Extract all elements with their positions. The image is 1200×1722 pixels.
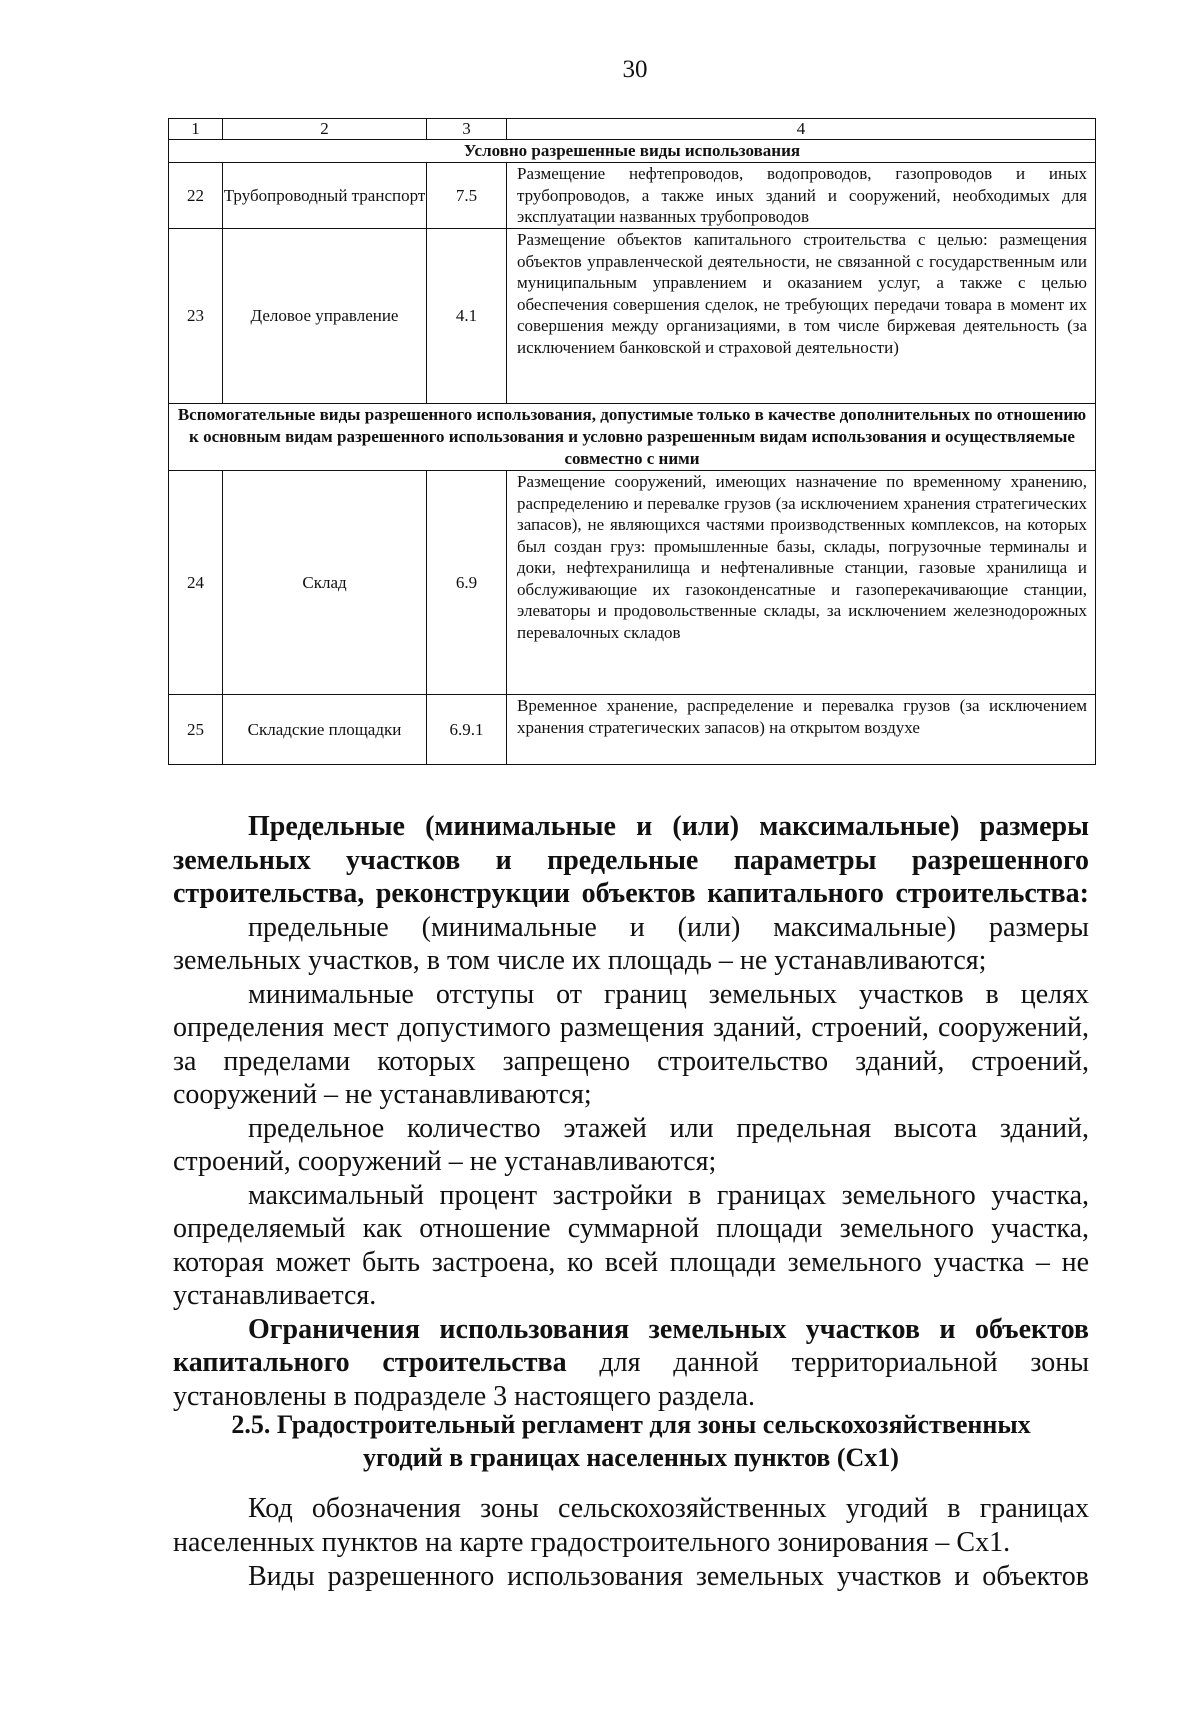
use-type-name: Деловое управление [223, 229, 427, 404]
column-header: 1 [169, 119, 223, 140]
use-type-description: Временное хранение, распределение и перевалка грузов (за исключением хранения стратегических запасов) на открытом воздухе [507, 695, 1096, 765]
section-2-5-title [173, 1408, 1089, 1474]
restrictions-paragraph [173, 1313, 1089, 1414]
table-row [169, 163, 1096, 229]
use-type-code: 7.5 [427, 163, 507, 229]
column-header: 4 [507, 119, 1096, 140]
section-title-line: 2.5. Градостроительный регламент для зоны сельскохозяйственных [231, 1410, 1031, 1439]
zone-code-paragraph: Код обозначения зоны сельскохозяйственных угодий в границах населенных пунктов на карте градостроительного зонирования – Сх1. [173, 1493, 1089, 1558]
use-type-description: Размещение нефтепроводов, водопроводов, газопроводов и иных трубопроводов, а также иных зданий и сооружений, необходимых для эксплуатации названных трубопроводов [507, 163, 1096, 229]
land-use-table [168, 118, 1096, 765]
section-2-5-body [173, 1492, 1089, 1594]
column-header: 2 [223, 119, 427, 140]
section-row-auxiliary [169, 404, 1096, 471]
limits-item: минимальные отступы от границ земельных участков в целях определения мест допустимого размещения зданий, строений, сооружений, за пределами которых запрещено строительство зданий, строений, сооружений – не устанавливаются; [173, 978, 1089, 1110]
row-number: 23 [169, 229, 223, 404]
use-type-description: Размещение сооружений, имеющих назначение по временному хранению, распределению и перевалке грузов (за исключением хранения стратегических запасов), не являющихся частями производственных комплексов, на которых был создан груз: промышленные базы, склады, погрузочные терминалы и доки, нефтехранилища и нефтеналивные станции, газовые хранилища и обслуживающие их газоконденсатные и газоперекачивающие станции, элеваторы и продовольственные склады, за исключением железнодорожных перевалочных складов [507, 471, 1096, 695]
use-type-name: Склад [223, 471, 427, 695]
table-header-row [169, 119, 1096, 140]
use-type-code: 6.9.1 [427, 695, 507, 765]
table-row [169, 229, 1096, 404]
page-number: 30 [622, 56, 648, 83]
table-row [169, 695, 1096, 765]
use-type-name: Складские площадки [223, 695, 427, 765]
limits-heading: Предельные (минимальные и (или) максимальные) размеры земельных участков и предельные параметры разрешенного строительства, реконструкции объектов капитального строительства: [173, 811, 1089, 909]
section-title-auxiliary: Вспомогательные виды разрешенного использования, допустимые только в качестве дополнительных по отношению к основным видам разрешенного использования и условно разрешенным видам использования и осуществляемые совместно с ними [169, 404, 1096, 471]
restrictions-rest: для данной территориальной зоны установлены в подразделе 3 настоящего раздела. [173, 1347, 1090, 1412]
section-title-conditional: Условно разрешенные виды использования [169, 140, 1096, 163]
section-row-conditional [169, 140, 1096, 163]
permitted-uses-intro: Виды разрешенного использования земельных участков и объектов [248, 1561, 1089, 1592]
limits-item: предельные (минимальные и (или) максимальные) размеры земельных участков, в том числе их площадь – не устанавливаются; [173, 911, 1089, 976]
row-number: 25 [169, 695, 223, 765]
table-row [169, 471, 1096, 695]
limits-item: предельное количество этажей или предельная высота зданий, строений, сооружений – не устанавливаются; [173, 1112, 1089, 1177]
use-type-code: 6.9 [427, 471, 507, 695]
row-number: 24 [169, 471, 223, 695]
limits-item: максимальный процент застройки в границах земельного участка, определяемый как отношение суммарной площади земельного участка, которая может быть застроена, ко всей площади земельного участка – не устанавливается. [173, 1179, 1089, 1311]
row-number: 22 [169, 163, 223, 229]
limits-section [173, 810, 1089, 1413]
column-header: 3 [427, 119, 507, 140]
restrictions-bold: Ограничения использования земельных участков и объектов капитального строительства [173, 1313, 1089, 1378]
use-type-name: Трубопроводный транспорт [223, 163, 427, 229]
use-type-code: 4.1 [427, 229, 507, 404]
use-type-description: Размещение объектов капитального строительства с целью: размещения объектов управленческой деятельности, не связанной с государственным или муниципальным управлением и оказанием услуг, а также с целью обеспечения совершения сделок, не требующих передачи товара в момент их совершения между организациями, в том числе биржевая деятельность (за исключением банковской и страховой деятельности) [507, 229, 1096, 404]
section-title-line: угодий в границах населенных пунктов (Сх1) [363, 1443, 899, 1472]
